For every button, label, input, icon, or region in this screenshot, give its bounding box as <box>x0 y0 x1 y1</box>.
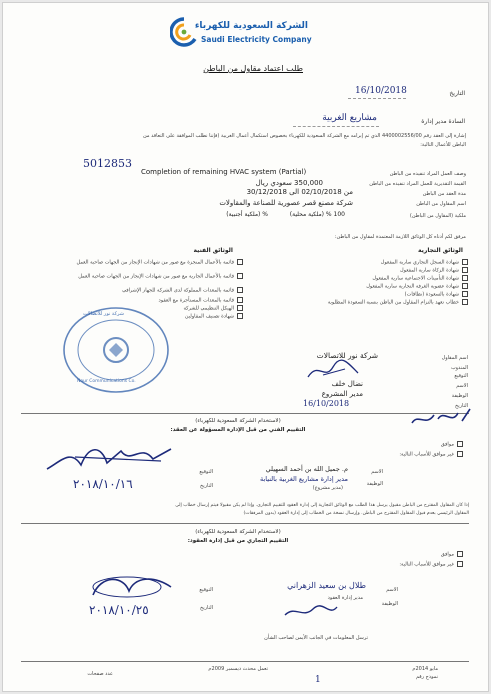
duration-value: من 02/10/2018 الى 30/12/2018 <box>246 188 353 196</box>
approval-check-mark-icon <box>408 401 480 433</box>
sec2-approved-checkbox[interactable] <box>457 551 463 557</box>
work-desc-label: وصف العمل المراد تنفيذه من الباطن <box>389 171 466 177</box>
sec2-name-scribble-icon <box>281 603 341 621</box>
sec2-signature-label: التوقيع <box>199 587 213 593</box>
sec2-title-small: مدير إدارة العقود <box>327 595 363 601</box>
footer-page-number: 1 <box>315 675 321 685</box>
sec2-return-note: ترسل المعلومات في الجانب الأيمن لصاحب الشأن <box>264 635 368 641</box>
technical-doc-checkbox[interactable] <box>237 297 243 303</box>
technical-docs-list: قائمة بالأعمال المنجزة مع صور من شهادات الإنجاز من الجهات صاحبة العمل قائمة بالأعمال الجارية مع صور من شهادات الإنجاز من الجهات صاحبة العمل قائمة بالمعدات المملوكة لدى الشركة للجهاز الإشرافي قائمة بالمعدات المستأجرة مع العقود الهيكل التنظيمي للشركة شهادة تصنيف المقاولين <box>23 259 243 321</box>
commercial-doc-checkbox[interactable] <box>462 275 468 281</box>
ownership-local: 100 % (ملكية محلية) <box>289 211 345 218</box>
technical-doc-checkbox[interactable] <box>237 259 243 265</box>
sec1-approved: موافق <box>363 441 463 448</box>
contractor-name-value: شركة نور للاتصالات <box>316 351 378 360</box>
contractor-name2-value: نضال خلف <box>331 380 363 388</box>
contractor-date-value: 16/10/2018 <box>303 399 350 408</box>
form-title: طلب اعتماد مقاول من الباطن <box>203 64 303 73</box>
work-desc-value: Completion of remaining HVAC system (Partial) <box>141 168 307 176</box>
sec1-handwritten-date: ٢٠١٨/١٠/١٦ <box>73 477 133 491</box>
stamp-text-ar: شركة نور للاتصالات <box>83 311 124 317</box>
contractor-title-value: مدير المشروع <box>321 390 363 398</box>
sec1-note-2: المقاول الرئيسي بعدم قبول المقاول المقترح من الباطن. وإرسال نسخة من الخطاب إلى إدارة العقود (بدون المرفقات) <box>243 511 469 516</box>
sec2-handwritten-date: ٢٠١٨/١٠/٢٥ <box>89 603 149 617</box>
sec2-date-label: التاريخ <box>200 605 213 611</box>
sec1-position-value: مدير إدارة مشاريع الغربية بالنيابة <box>259 475 348 483</box>
addressee-label: السادة مدير إدارة <box>421 118 465 125</box>
sec2-signature-icon <box>83 569 183 605</box>
commercial-doc-checkbox[interactable] <box>462 299 468 305</box>
date-label: التاريخ <box>449 90 465 97</box>
docs-intro: مرفق لكم أدناه كل الوثائق اللازمة المعتمدة لمقاول من الباطن: <box>334 234 466 240</box>
sec-logo-icon <box>170 17 198 51</box>
commercial-doc-checkbox[interactable] <box>462 291 468 297</box>
sec1-rejected: غير موافق للأسباب التالية: <box>303 451 463 458</box>
contractor-date-label: التاريخ <box>455 403 468 409</box>
sec2-approved: موافق <box>363 551 463 558</box>
sec2-name-handwritten: طلال بن سعيد الزهراني <box>287 581 366 590</box>
commercial-doc-checkbox[interactable] <box>462 259 468 265</box>
technical-doc-checkbox[interactable] <box>237 287 243 293</box>
technical-doc-checkbox[interactable] <box>237 305 243 311</box>
footer-form-no: نموذج رقم <box>415 674 438 680</box>
footer-left: عدد صفحات <box>87 671 113 677</box>
sec1-title-small: (مدير مشروع) <box>312 485 343 491</box>
date-value: 16/10/2018 <box>355 86 407 96</box>
intro-line-2: الباطن للأعمال التالية: <box>420 142 466 148</box>
sec1-signature-label: التوقيع <box>199 469 213 475</box>
sec2-heading: (لاستخدام الشركة السعودية للكهرباء) <box>195 529 281 535</box>
technical-doc-checkbox[interactable] <box>237 273 243 279</box>
commercial-docs-title: الوثائق التجارية <box>417 247 463 254</box>
contractor-title-label: الوظيفة <box>451 393 468 399</box>
sec1-title-label: الوظيفة <box>366 481 383 487</box>
stamp-text-en: Nour Communications Co. <box>77 379 136 384</box>
footer-mid: تعمل محدث ديسمبر 2009م <box>208 666 268 672</box>
sec2-title-label: الوظيفة <box>381 601 398 607</box>
contractor-signature-label: التوقيع <box>454 373 468 379</box>
sec2-name-label: الاسم <box>386 587 398 593</box>
sec1-rejected-checkbox[interactable] <box>457 451 463 457</box>
sec1-date-label: التاريخ <box>200 483 213 489</box>
commercial-doc-checkbox[interactable] <box>462 283 468 289</box>
company-name-en: Saudi Electricity Company <box>201 35 312 44</box>
sec1-note-1: إذا كان المقاول المقترح من الباطن مقبول يرسل هذا الطلب مع الوثائق التجارية إلى إدارة العقود للتقييم التجاري. وإذا لم يكن مقبولا فيتم إرسال خطاب إلى <box>175 503 469 508</box>
technical-docs-title: الوثائق الفنية <box>193 247 233 254</box>
subcontractor-name-label: اسم المقاول من الباطن <box>416 201 466 207</box>
value-label: القيمة التقديرية للعمل المراد تنفيذه من الباطن <box>369 181 466 187</box>
commercial-docs-list: شهادة السجل التجاري سارية المفعول شهادة الزكاة سارية المفعول شهادة التأمينات الاجتماعية سارية المفعول شهادة عضوية الغرفة التجارية سارية المفعول شهادة بالسعودة (نطاقات) خطاب تعهد بالتزام المقاول من الباطن بنسبة السعودة المطلوبة <box>273 259 468 307</box>
intro-line-1: إشارة إلى العقد رقم 4400002556/00 الذي تم إبرامه مع الشركة السعودية للكهرباء بخصوص استكمال أعمال الغربية (فإننا نطلب الموافقة على التعاقد من <box>143 133 466 139</box>
handwritten-ref-number: 5012853 <box>83 157 132 170</box>
sec2-subheading: التقييم التجاري من قبل إدارة العقود: <box>187 538 289 544</box>
sec1-name-value: م. جميل الله بن أحمد السهيلي <box>265 465 348 473</box>
value-value: 350,000 سعودي ريال <box>255 179 323 187</box>
subcontractor-name-value: شركة مصنع قصر عصورية للصناعة والمقاولات <box>219 199 353 207</box>
commercial-doc-checkbox[interactable] <box>462 267 468 273</box>
sec1-subheading: التقييم الفني من قبل الإدارة المسؤولة عن العقد: <box>170 427 306 433</box>
sec2-rejected: غير موافق للأسباب التالية: <box>303 561 463 568</box>
contractor-rep-label: المندوب <box>450 365 468 371</box>
technical-doc-checkbox[interactable] <box>237 313 243 319</box>
ownership-label: ملكية (المقاول من الباطن) <box>409 213 466 219</box>
sec2-rejected-checkbox[interactable] <box>457 561 463 567</box>
contractor-name2-label: الاسم <box>456 383 468 389</box>
ownership-foreign: % (ملكية أجنبية) <box>226 211 268 218</box>
footer-date: مايو 2014م <box>412 666 438 672</box>
sec1-signature-icon <box>41 439 181 475</box>
company-name-ar: الشركة السعودية للكهرباء <box>194 21 308 31</box>
addressee-value: مشاريع الغربية <box>322 113 377 123</box>
sec1-name-label: الاسم <box>371 469 383 475</box>
form-page <box>2 2 489 692</box>
duration-label: مدة العقد من الباطن <box>422 191 466 197</box>
sec1-approved-checkbox[interactable] <box>457 441 463 447</box>
sec1-heading: (لاستخدام الشركة السعودية للكهرباء) <box>195 418 281 424</box>
contractor-name-label: اسم المقاول <box>441 355 468 361</box>
